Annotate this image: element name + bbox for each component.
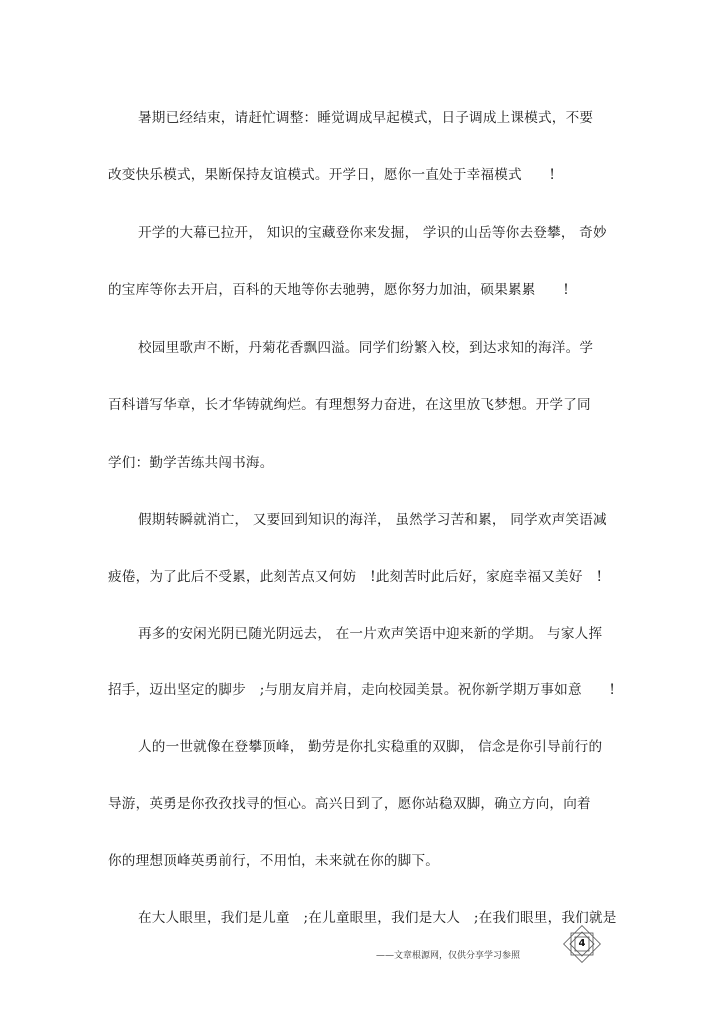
text-line-2: 改变快乐模式，果断保持友谊模式。开学日，愿你一直处于幸福模式 !	[108, 167, 556, 183]
text-line-13: 导游，英勇是你孜孜找寻的恒心。高兴日到了，愿你站稳双脚，确立方向，向着	[108, 796, 591, 812]
text-line-3: 开学的大幕已拉开， 知识的宝藏登你来发掘， 学识的山岳等你去登攀， 奇妙	[138, 225, 607, 241]
text-line-10: 再多的安闲光阴已随光阴远去， 在一片欢声笑语中迎来新的学期。 与家人挥	[138, 626, 603, 642]
text-line-1: 暑期已经结束，请赶忙调整：睡觉调成早起模式，日子调成上课模式，不要	[138, 110, 594, 126]
text-line-12: 人的一世就像在登攀顶峰， 勤劳是你扎实稳重的双脚， 信念是你引导前行的	[138, 739, 603, 755]
text-line-7: 学们：勤学苦练共闯书海。	[108, 455, 274, 471]
text-line-8: 假期转瞬就消亡， 又要回到知识的海洋， 虽然学习苦和累， 同学欢声笑语减	[138, 512, 607, 528]
page-number: 4	[578, 938, 586, 949]
text-line-14: 你的理想顶峰英勇前行，不用怕，未来就在你的脚下。	[108, 853, 440, 869]
text-line-5: 校园里歌声不断，丹菊花香飘四溢。同学们纷繁入校，到达求知的海洋。学	[138, 340, 594, 356]
footer-source-note: ——文章根源网，仅供分享学习参照	[376, 951, 521, 961]
text-line-4: 的宝库等你去开启，百科的天地等你去驰骋，愿你努力加油，硕果累累 !	[108, 282, 569, 298]
page-number-seal	[563, 925, 601, 963]
text-line-11: 招手，迈出坚定的脚步 ;与朋友肩并肩，走向校园美景。祝你新学期万事如意 !	[108, 682, 616, 698]
text-line-15: 在大人眼里，我们是儿童 ;在儿童眼里，我们是大人 ;在我们眼里，我们就是	[138, 910, 617, 926]
text-line-6: 百科谱写华章，长才华铸就绚烂。有理想努力奋进，在这里放飞梦想。开学了同	[108, 397, 591, 413]
text-line-9: 疲倦，为了此后不受累，此刻苦点又何妨 !此刻苦时此后好，家庭幸福又美好 !	[108, 569, 603, 585]
